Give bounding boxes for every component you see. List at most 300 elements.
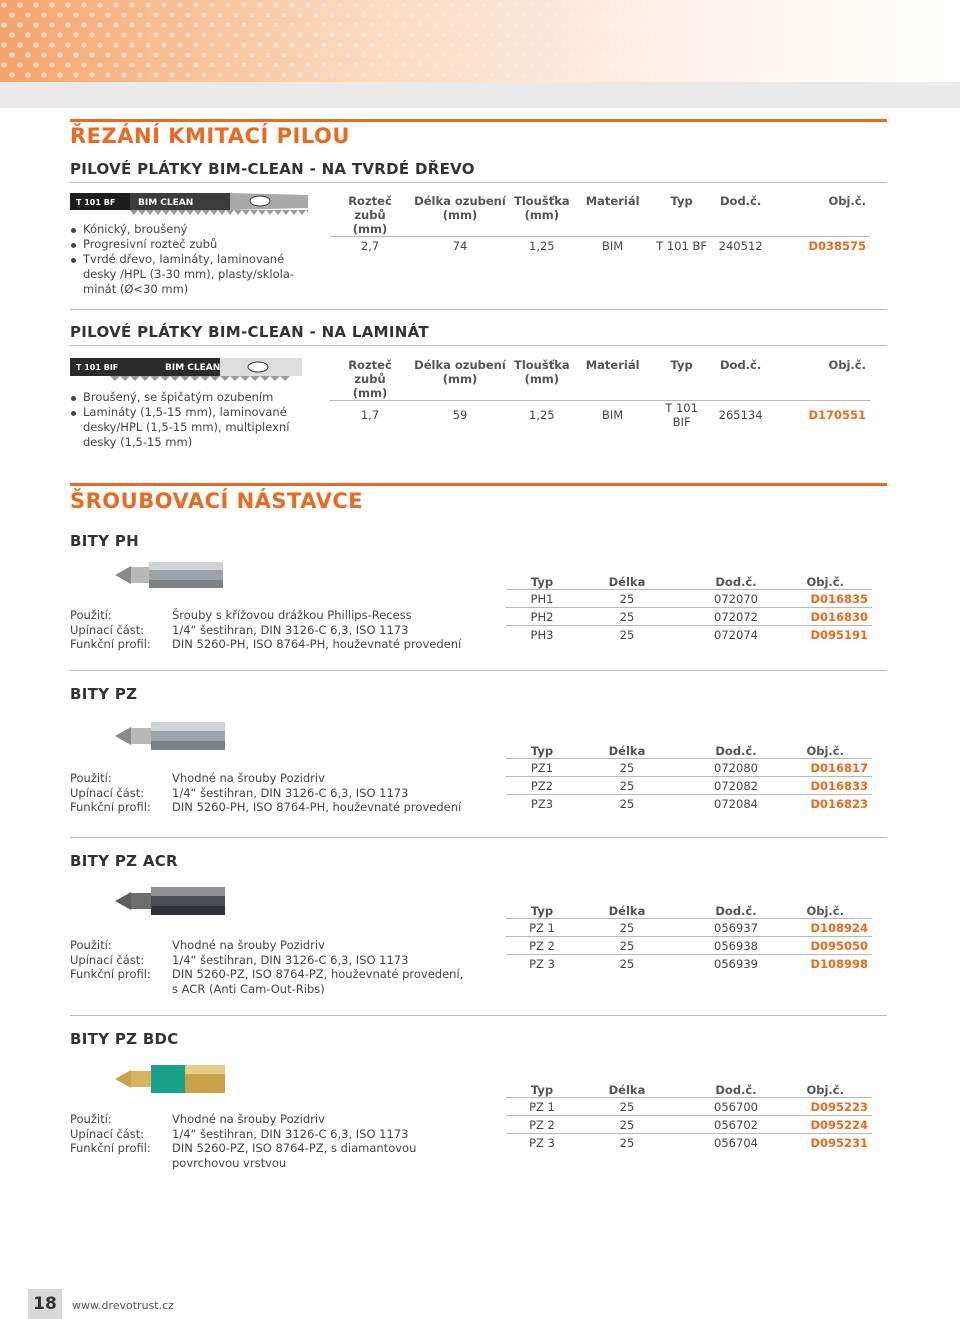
pattern-dot: [410, 53, 415, 58]
pattern-dot: [121, 72, 126, 77]
table-header-row: [506, 1083, 872, 1098]
order-number: D108998: [796, 955, 872, 973]
pattern-dot: [394, 53, 399, 58]
pattern-dot: [698, 13, 702, 17]
pattern-dot: [129, 2, 134, 7]
prop-value: Vhodné na šrouby Pozidriv: [172, 938, 325, 952]
pattern-dot: [242, 23, 247, 28]
col-header: Obj.č.: [806, 904, 844, 918]
pattern-dot: [546, 63, 550, 67]
pattern-dot: [282, 73, 287, 78]
pattern-dot: [658, 43, 662, 47]
pattern-dot: [234, 73, 239, 78]
pattern-dot: [666, 13, 670, 17]
cell: BIM: [574, 237, 652, 255]
pattern-dot: [322, 63, 327, 68]
pattern-dot: [682, 53, 686, 57]
pattern-dot: [330, 13, 335, 18]
pattern-dot: [810, 53, 813, 56]
table-row: [506, 937, 872, 955]
cell: 25: [578, 777, 676, 795]
pattern-dot: [338, 23, 343, 28]
cell: 056704: [676, 1134, 796, 1152]
pattern-dot: [770, 3, 774, 7]
pattern-dot: [506, 33, 510, 37]
pattern-dot: [810, 33, 813, 36]
pattern-dot: [1, 22, 7, 28]
pattern-dot: [834, 43, 837, 46]
list-item: Broušený, se špičatým ozubením: [70, 390, 315, 405]
pattern-dot: [442, 33, 446, 37]
cell: 1,25: [510, 401, 574, 430]
col-header: Typ: [530, 904, 554, 918]
pattern-dot: [209, 22, 214, 27]
pattern-dot: [161, 2, 166, 7]
cell: PZ 2: [506, 937, 578, 955]
cell: PH1: [506, 590, 578, 608]
order-number: D016830: [796, 608, 872, 626]
table-header-row: [506, 744, 872, 759]
pattern-dot: [145, 62, 150, 67]
pattern-dot: [602, 73, 606, 77]
pattern-dot: [33, 22, 39, 28]
pattern-dot: [250, 33, 255, 38]
blade2-features: [70, 390, 315, 450]
pattern-dot: [466, 63, 470, 67]
pattern-dot: [778, 33, 782, 37]
pattern-dot: [498, 23, 502, 27]
bits-pz-table: [506, 744, 872, 813]
pattern-dot: [778, 73, 782, 77]
pattern-dot: [354, 3, 359, 8]
pattern-dot: [442, 73, 446, 77]
pattern-dot: [546, 43, 550, 47]
pattern-dot: [306, 43, 311, 48]
pattern-dot: [346, 33, 351, 38]
pattern-dot: [682, 73, 686, 77]
blade2-spec-table: [330, 358, 870, 429]
table-header-row: [506, 904, 872, 919]
blade1-title: PILOVÉ PLÁTKY BIM-CLEAN - NA TVRDÉ DŘEVO: [70, 160, 475, 178]
pattern-dot: [65, 22, 70, 27]
col-header: Délka: [608, 744, 646, 758]
pattern-dot: [706, 23, 710, 27]
pattern-dot: [514, 3, 518, 7]
pattern-dot: [41, 52, 46, 57]
pattern-dot: [786, 23, 789, 26]
col-header: Dod.č.: [720, 194, 762, 208]
pattern-dot: [586, 13, 590, 17]
pattern-dot: [586, 33, 590, 37]
pattern-dot: [826, 13, 829, 16]
pattern-dot: [290, 63, 295, 68]
cell: 072080: [676, 759, 796, 777]
pattern-dot: [81, 22, 86, 27]
pattern-dot: [49, 22, 54, 27]
pattern-dot: [378, 13, 383, 18]
pattern-dot: [642, 23, 646, 27]
pattern-dot: [418, 23, 422, 27]
pattern-dot: [1, 62, 7, 68]
pattern-dot: [434, 63, 438, 67]
pattern-dot: [698, 73, 702, 77]
pattern-dot: [105, 52, 110, 57]
pattern-dot: [618, 13, 622, 17]
pattern-dot: [113, 42, 118, 47]
pattern-dot: [394, 13, 399, 18]
website-link[interactable]: www.drevotrust.cz: [72, 1299, 174, 1312]
pattern-dot: [818, 63, 821, 66]
pattern-dot: [762, 13, 766, 17]
pattern-dot: [217, 52, 222, 57]
pattern-dot: [298, 53, 303, 58]
cell: 2,7: [330, 237, 410, 255]
pattern-dot: [258, 3, 263, 8]
pattern-dot: [618, 73, 622, 77]
pattern-dot: [658, 23, 662, 27]
cell: BIM: [574, 401, 652, 430]
pattern-dot: [49, 42, 54, 47]
table-row: [506, 626, 872, 644]
pattern-dot: [298, 13, 303, 18]
pattern-dot: [97, 62, 102, 67]
cell: PZ 1: [506, 1098, 578, 1116]
pattern-dot: [490, 53, 494, 57]
pattern-dot: [274, 3, 279, 8]
cell: 072084: [676, 795, 796, 813]
pattern-dot: [762, 33, 766, 37]
pattern-dot: [169, 52, 174, 57]
pattern-dot: [474, 33, 478, 37]
section-title-screwing: ŠROUBOVACÍ NÁSTAVCE: [70, 489, 364, 513]
pattern-dot: [490, 33, 494, 37]
pattern-dot: [738, 23, 742, 27]
pattern-dot: [746, 13, 750, 17]
pattern-dot: [418, 3, 422, 7]
pattern-dot: [121, 12, 126, 17]
blade1-spec-table: [330, 194, 870, 255]
pattern-dot: [818, 3, 821, 6]
pattern-dot: [242, 43, 247, 48]
pattern-dot: [177, 22, 182, 27]
pattern-dot: [850, 23, 853, 26]
pattern-dot: [506, 53, 510, 57]
pattern-dot: [610, 63, 614, 67]
cell: T 101 BF: [652, 237, 712, 255]
pattern-dot: [394, 73, 399, 78]
pattern-dot: [410, 33, 415, 38]
pattern-dot: [690, 3, 694, 7]
col-header: Obj.č.: [806, 1083, 844, 1097]
pattern-dot: [794, 73, 797, 76]
pattern-dot: [746, 53, 750, 57]
pattern-dot: [794, 33, 797, 36]
pattern-dot: [9, 72, 15, 78]
pattern-dot: [113, 2, 118, 7]
pattern-dot: [506, 73, 510, 77]
col-header: Délka: [608, 1083, 646, 1097]
pattern-dot: [514, 63, 518, 67]
pattern-dot: [562, 23, 566, 27]
pattern-dot: [850, 43, 853, 46]
pattern-dot: [578, 23, 582, 27]
table-row: [506, 1134, 872, 1152]
pattern-dot: [386, 63, 391, 68]
pattern-dot: [554, 53, 558, 57]
prop-value: DIN 5260-PZ, ISO 8764-PZ, houževnaté provedení, s ACR (Anti Cam-Out-Ribs): [172, 967, 464, 996]
order-number: D095191: [796, 626, 872, 644]
pattern-dot: [658, 3, 662, 7]
jigsaw-blade-image: [70, 190, 308, 216]
bits-pz-bdc-title: BITY PZ BDC: [70, 1030, 179, 1048]
pattern-dot: [786, 63, 789, 66]
pattern-dot: [426, 73, 430, 77]
pattern-dot: [778, 53, 782, 57]
pattern-dot: [217, 32, 222, 37]
pattern-dot: [89, 12, 94, 17]
cell: 056702: [676, 1116, 796, 1134]
pattern-dot: [81, 62, 86, 67]
section-rule: [70, 119, 887, 122]
pattern-dot: [754, 43, 758, 47]
pattern-dot: [25, 12, 31, 18]
pattern-dot: [217, 12, 222, 17]
pattern-dot: [370, 63, 375, 68]
prop-value: 1/4“ šestihran, DIN 3126-C 6,3, ISO 1173: [172, 952, 409, 967]
bits-pz-properties: [70, 771, 472, 815]
bits-ph-title: BITY PH: [70, 532, 139, 550]
col-header: Obj.č.: [828, 358, 866, 372]
col-unit: (mm): [352, 222, 388, 236]
pattern-dot: [41, 32, 46, 37]
pattern-dot: [274, 43, 279, 48]
pattern-dot: [282, 13, 287, 18]
pattern-dot: [642, 3, 646, 7]
pattern-dot: [65, 2, 70, 7]
pattern-dot: [73, 12, 78, 17]
pattern-dot: [442, 13, 446, 17]
prop-label: Použití:: [70, 938, 112, 952]
pattern-dot: [714, 53, 718, 57]
pattern-dot: [570, 33, 574, 37]
pattern-dot: [730, 73, 734, 77]
pattern-dot: [746, 73, 750, 77]
pattern-dot: [482, 23, 486, 27]
pattern-dot: [610, 43, 614, 47]
cell: 1,25: [510, 237, 574, 255]
pattern-dot: [618, 53, 622, 57]
pattern-dot: [498, 63, 502, 67]
bits-pz-bdc-table: [506, 1083, 872, 1152]
pattern-dot: [201, 72, 206, 77]
pattern-dot: [594, 43, 598, 47]
pattern-dot: [762, 53, 766, 57]
pattern-dot: [145, 42, 150, 47]
pattern-dot: [458, 53, 462, 57]
pattern-dot: [642, 63, 646, 67]
col-header: Dod.č.: [715, 1083, 757, 1097]
pattern-dot: [418, 43, 422, 47]
pattern-dot: [546, 3, 550, 7]
pattern-dot: [826, 53, 829, 56]
pattern-dot: [242, 3, 247, 8]
prop-label: Funkční profil:: [70, 967, 151, 981]
pattern-dot: [434, 3, 438, 7]
pattern-dot: [794, 13, 797, 16]
pattern-dot: [674, 3, 678, 7]
pattern-dot: [97, 42, 102, 47]
col-header: Délka: [608, 575, 646, 589]
pattern-dot: [258, 43, 263, 48]
pattern-dot: [137, 52, 142, 57]
pattern-dot: [25, 52, 31, 58]
pattern-dot: [169, 72, 174, 77]
pattern-dot: [17, 62, 23, 68]
pattern-dot: [698, 33, 702, 37]
pattern-dot: [842, 13, 845, 16]
cell: 072082: [676, 777, 796, 795]
table-row: [506, 608, 872, 626]
pattern-dot: [818, 23, 821, 26]
pattern-dot: [306, 63, 311, 68]
pattern-dot: [25, 32, 31, 38]
pattern-dot: [314, 73, 319, 78]
pattern-dot: [105, 12, 110, 17]
ph-bit-image: [115, 560, 225, 590]
pattern-dot: [674, 63, 678, 67]
col-header: Materiál: [585, 194, 640, 208]
pattern-dot: [778, 13, 782, 17]
pattern-dot: [193, 62, 198, 67]
pattern-dot: [538, 13, 542, 17]
pattern-dot: [466, 23, 470, 27]
pattern-dot: [634, 33, 638, 37]
order-number: D016823: [796, 795, 872, 813]
pattern-dot: [474, 13, 478, 17]
pattern-dot: [113, 62, 118, 67]
cell: PZ2: [506, 777, 578, 795]
pattern-dot: [634, 73, 638, 77]
pattern-dot: [666, 53, 670, 57]
pattern-dot: [610, 3, 614, 7]
pattern-dot: [522, 53, 526, 57]
pattern-dot: [386, 3, 391, 8]
prop-label: Upínací část:: [70, 952, 145, 967]
pattern-dot: [65, 62, 70, 67]
pattern-dot: [177, 62, 182, 67]
cell: 25: [578, 608, 676, 626]
blade-label: T 101 BIF: [76, 363, 119, 372]
pattern-dot: [714, 73, 718, 77]
pattern-dot: [169, 32, 174, 37]
bits-pz-acr-title: BITY PZ ACR: [70, 852, 178, 870]
bits-pz-title: BITY PZ: [70, 685, 138, 703]
pattern-dot: [730, 53, 734, 57]
pattern-dot: [450, 23, 454, 27]
pattern-dot: [834, 3, 837, 6]
pattern-dot: [706, 43, 710, 47]
pattern-dot: [626, 23, 630, 27]
pattern-dot: [201, 32, 206, 37]
pattern-dot: [402, 43, 407, 48]
pattern-dot: [306, 23, 311, 28]
pattern-dot: [706, 63, 710, 67]
pattern-dot: [121, 52, 126, 57]
pattern-dot: [570, 53, 574, 57]
cell: 25: [578, 626, 676, 644]
col-header: Obj.č.: [806, 575, 844, 589]
pattern-dot: [554, 73, 558, 77]
pattern-dot: [81, 2, 86, 7]
prop-label: Použití:: [70, 608, 112, 622]
pattern-dot: [802, 3, 805, 6]
pattern-dot: [370, 43, 375, 48]
pattern-dot: [161, 62, 166, 67]
cell: PH2: [506, 608, 578, 626]
pattern-dot: [410, 73, 415, 78]
pattern-dot: [185, 12, 190, 17]
pattern-dot: [9, 12, 15, 18]
pattern-dot: [426, 53, 430, 57]
pattern-dot: [266, 73, 271, 78]
divider: [70, 309, 887, 310]
pattern-dot: [650, 53, 654, 57]
divider: [70, 345, 887, 346]
col-header: Obj.č.: [806, 744, 844, 758]
cell: 25: [578, 955, 676, 973]
pattern-dot: [234, 13, 239, 18]
pattern-dot: [209, 2, 214, 7]
col-unit: (mm): [524, 208, 560, 222]
pattern-dot: [242, 63, 247, 68]
prop-value: Vhodné na šrouby Pozidriv: [172, 771, 325, 785]
page-number: 18: [28, 1289, 62, 1319]
pattern-dot: [634, 53, 638, 57]
pattern-dot: [722, 43, 726, 47]
pattern-dot: [9, 52, 15, 58]
pattern-dot: [690, 63, 694, 67]
pattern-dot: [786, 3, 789, 6]
pattern-dot: [410, 13, 415, 18]
pattern-dot: [458, 13, 462, 17]
pattern-dot: [850, 63, 853, 66]
pattern-dot: [314, 13, 319, 18]
pattern-dot: [386, 43, 391, 48]
pattern-dot: [25, 72, 31, 78]
pattern-dot: [810, 73, 813, 76]
section-rule: [70, 483, 887, 486]
table-row: [506, 759, 872, 777]
pattern-dot: [514, 23, 518, 27]
pattern-dot: [354, 23, 359, 28]
pattern-dot: [57, 72, 62, 77]
pattern-dot: [169, 12, 174, 17]
prop-label: Upínací část:: [70, 622, 145, 637]
cell: 265134: [712, 401, 770, 430]
pattern-dot: [578, 63, 582, 67]
pattern-dot: [706, 3, 710, 7]
cell: PZ 2: [506, 1116, 578, 1134]
pattern-dot: [129, 22, 134, 27]
pattern-dot: [209, 42, 214, 47]
pattern-dot: [378, 33, 383, 38]
pattern-dot: [97, 22, 102, 27]
pattern-dot: [322, 23, 327, 28]
pattern-dot: [730, 33, 734, 37]
pattern-dot: [602, 13, 606, 17]
pattern-dot: [466, 3, 470, 7]
pattern-dot: [506, 13, 510, 17]
